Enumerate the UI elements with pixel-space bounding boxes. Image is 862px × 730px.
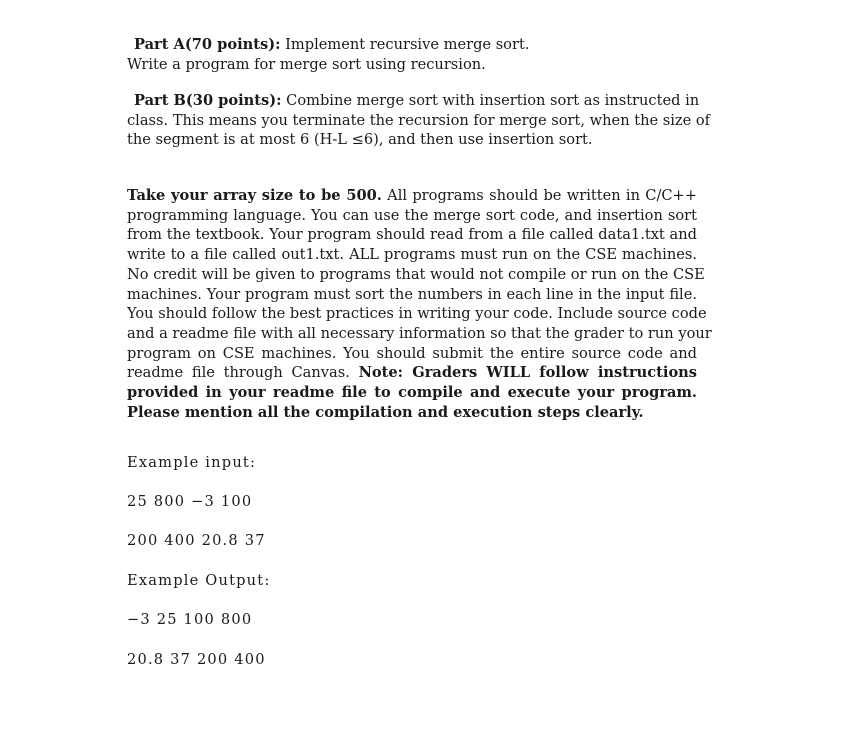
example-output-line-1: −3 25 100 800 [127, 611, 253, 628]
instructions-line-5: No credit will be given to programs that would not compile or run on the CSE [127, 266, 705, 283]
instructions-line-8: and a readme file with all necessary information so that the grader to run your [127, 325, 712, 342]
array-size-lead: Take your array size to be 500. [127, 187, 382, 204]
instructions-line-10 [127, 363, 697, 383]
part-b-line-2: class. This means you terminate the recursion for merge sort, when the size of [127, 112, 711, 129]
part-a-text: Implement recursive merge sort. [280, 36, 530, 53]
instructions-line-11: provided in your readme file to compile and execute your program. [127, 384, 697, 401]
instructions-line-2: programming language. You can use the merge sort code, and insertion sort [127, 207, 697, 224]
example-input-label: Example input: [127, 454, 257, 471]
part-a-line-1 [134, 35, 697, 55]
part-a-heading: Part A(70 points): [134, 36, 281, 53]
part-a-line-2: Write a program for merge sort using recursion. [127, 56, 486, 73]
part-b-heading: Part B(30 points): [134, 92, 282, 109]
part-b-text: Combine merge sort with insertion sort as instructed in [281, 92, 700, 109]
instructions-line-6: machines. Your program must sort the numbers in each line in the input file. [127, 286, 697, 303]
note-bold: Note: Graders WILL follow instructions [358, 364, 698, 381]
instructions-line-4: write to a file called out1.txt. ALL programs must run on the CSE machines. [127, 246, 697, 263]
instructions-line-7: You should follow the best practices in writing your code. Include source code [127, 305, 707, 322]
example-input-line-2: 200 400 20.8 37 [127, 532, 266, 549]
instructions-line-9: program on CSE machines. You should submit the entire source code and [127, 345, 697, 362]
example-output-label: Example Output: [127, 572, 271, 589]
instructions-line-12: Please mention all the compilation and execution steps clearly. [127, 404, 644, 421]
example-output-line-2: 20.8 37 200 400 [127, 651, 266, 668]
instructions-line-3: from the textbook. Your program should read from a file called data1.txt and [127, 226, 697, 243]
instructions-line-1 [127, 186, 697, 206]
part-b-line-3: the segment is at most 6 (H-L ≤6), and then use insertion sort. [127, 131, 593, 148]
instructions-line-10-text: readme file through Canvas. [127, 364, 350, 381]
instructions-line-1-text: All programs should be written in C/C++ [381, 187, 697, 204]
example-input-line-1: 25 800 −3 100 [127, 493, 253, 510]
part-b-line-1 [134, 91, 700, 111]
